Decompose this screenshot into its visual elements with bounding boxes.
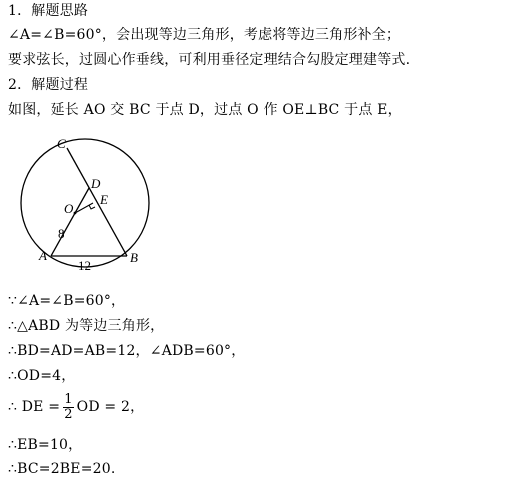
fraction-numerator: 1 [64, 391, 73, 407]
geometry-figure [10, 135, 170, 280]
fraction-denominator: 2 [64, 406, 73, 422]
step-de [8, 390, 144, 424]
heading-solution-process: 2．解题过程 [8, 77, 89, 93]
step-eb: ∴EB=10， [8, 437, 83, 453]
step-de-prefix: ∴ DE = [8, 399, 61, 415]
segment-ad [51, 188, 89, 256]
chord-bc [67, 148, 127, 256]
label-b: B [130, 250, 138, 265]
step-equilateral: ∴△ABD 为等边三角形， [8, 318, 165, 334]
step-side-lengths: ∴BD=AD=AB=12，∠ADB=60°， [8, 343, 246, 359]
center-point [74, 212, 77, 215]
process-intro: 如图，延长 AO 交 BC 于点 D，过点 O 作 OE⊥BC 于点 E， [8, 102, 402, 118]
label-length-ab: 12 [78, 258, 91, 273]
step-given-angles: ∵∠A=∠B=60°， [8, 293, 126, 309]
heading-solution-idea: 1．解题思路 [8, 3, 89, 19]
fraction-one-half [63, 393, 73, 422]
label-length-ao: 8 [58, 226, 65, 241]
step-bc: ∴BC=2BE=20. [8, 461, 116, 477]
right-angle-mark [89, 205, 95, 209]
label-o: O [64, 201, 74, 216]
idea-line-1: ∠A=∠B=60°，会出现等边三角形，考虑将等边三角形补全； [8, 27, 401, 43]
step-od: ∴OD=4， [8, 368, 76, 384]
label-e: E [100, 192, 108, 207]
step-de-suffix: OD = 2， [76, 399, 145, 415]
label-a: A [39, 248, 47, 263]
label-c: C [57, 136, 66, 151]
idea-line-2: 要求弦长，过圆心作垂线，可利用垂径定理结合勾股定理建等式. [8, 52, 411, 68]
label-d: D [91, 176, 101, 191]
